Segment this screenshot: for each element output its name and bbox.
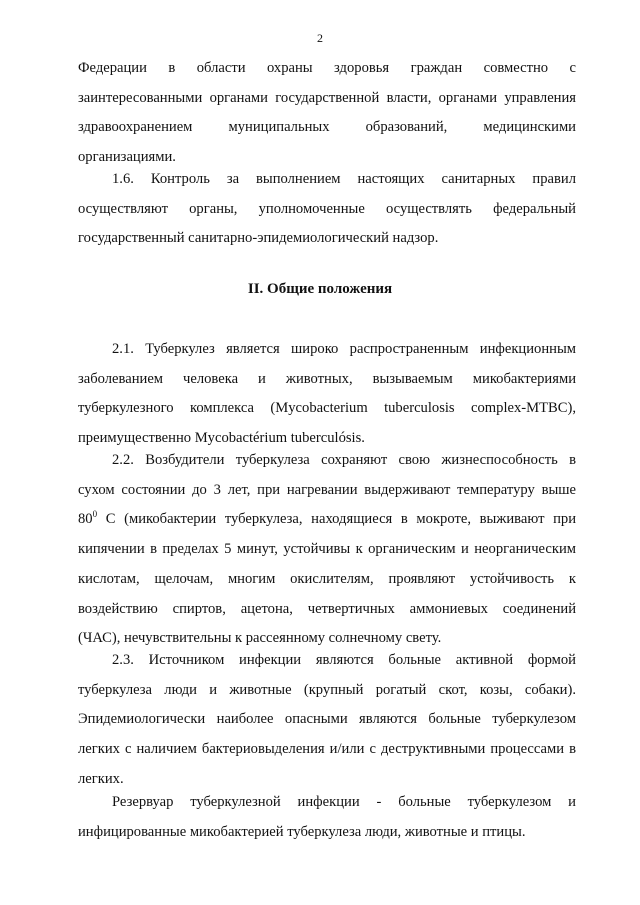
- paragraph-intro: [78, 54, 576, 173]
- text-line: 2.2. Возбудители туберкулеза сохраняют свою жизнеспособность в: [112, 452, 576, 468]
- text-line: инфицированные микобактерией туберкулеза люди, животные и птицы.: [78, 823, 526, 840]
- text-line: преимущественно Mycobactérium tuberculósis.: [78, 430, 365, 447]
- text-line: Эпидемиологически наиболее опасными являются больные туберкулезом: [78, 711, 576, 728]
- text-line: (ЧАС), нечувствительны к рассеянному солнечному свету.: [78, 630, 442, 647]
- text-line: осуществляют органы, уполномоченные осуществлять федеральный: [78, 200, 576, 217]
- text-line: здравоохранением муниципальных образований, медицинскими: [78, 119, 576, 136]
- text-line: заинтересованными органами государственной власти, органами управления: [78, 89, 576, 106]
- section-heading: II. Общие положения: [247, 281, 393, 297]
- paragraph-2-1: [78, 335, 576, 454]
- text-line: легких с наличием бактериовыделения и/или с деструктивными процессами в: [78, 741, 576, 758]
- text-line: 1.6. Контроль за выполнением настоящих санитарных правил: [112, 171, 576, 187]
- page-number: 2: [317, 31, 323, 45]
- paragraph-1-6: [78, 165, 576, 254]
- text-line: туберкулеза люди и животные (крупный рогатый скот, козы, собаки).: [78, 681, 576, 698]
- text-line: 2.1. Туберкулез является широко распространенным инфекционным: [112, 341, 576, 357]
- text-line: заболеванием человека и животных, вызываемым микобактериями: [78, 370, 576, 387]
- temperature-value: 80: [78, 511, 93, 528]
- text-line: туберкулезного комплекса (Mycobacterium tuberculosis complex-MTBC),: [78, 400, 576, 417]
- text-line-with-superscript: [78, 505, 576, 535]
- text-line: сухом состоянии до 3 лет, при нагревании выдерживают температуру выше: [78, 481, 576, 498]
- text-line: Федерации в области охраны здоровья граждан совместно с: [78, 60, 576, 76]
- text-line: легких.: [78, 770, 124, 787]
- paragraph-reservoir: [78, 788, 576, 847]
- degree-superscript: 0: [92, 509, 98, 520]
- text-line: кипячении в пределах 5 минут, устойчивы к органическим и неорганическим: [78, 541, 576, 558]
- text-line: 2.3. Источником инфекции являются больные активной формой: [112, 652, 576, 668]
- text-line: воздействию спиртов, ацетона, четвертичных аммониевых соединений: [78, 600, 576, 617]
- text-line: Резервуар туберкулезной инфекции - больные туберкулезом и: [112, 794, 576, 810]
- text-line: государственный санитарно-эпидемиологический надзор.: [78, 230, 439, 247]
- text-line: кислотам, щелочам, многим окислителям, проявляют устойчивость к: [78, 570, 576, 587]
- paragraph-2-3: [78, 646, 576, 795]
- text-line-rest: С (микобактерии туберкулеза, находящиеся в мокроте, выживают при: [97, 511, 576, 528]
- text-line: организациями.: [78, 149, 176, 166]
- paragraph-2-2: [78, 446, 576, 654]
